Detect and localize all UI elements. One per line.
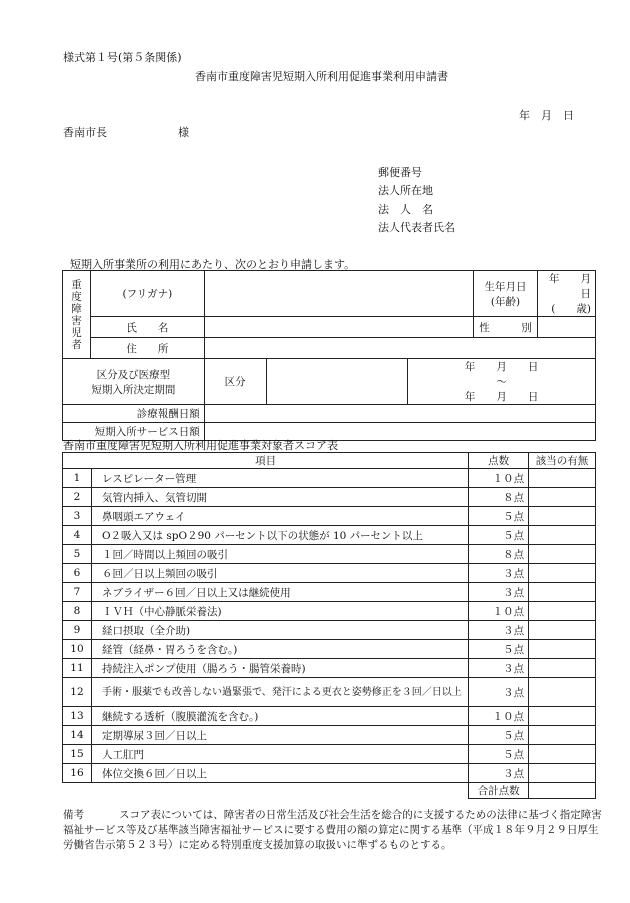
row-number: 9 [63,621,92,640]
remarks-body: スコア表については、障害者の日常生活及び社会生活を総合的に支援するための法律に基づく指定障害福祉サービス等及び基準該当障害福祉サービスに要する費用の額の算定に関する基準（平成１８年９月２９日厚生労働省告示第５２３号）に定める特別重度支援加算の取扱いに準ずるものとする。 [63,809,602,851]
row-points: ５点 [469,507,529,526]
row-applicable-field[interactable] [529,640,596,659]
row-applicable-field[interactable] [529,707,596,726]
row-number: 3 [63,507,92,526]
row-item: 気管内挿入、気管切開 [91,488,468,507]
row-number: 11 [63,659,92,678]
applicant-info-table [62,270,612,441]
total-field[interactable] [529,783,596,799]
addressee: 香南市長 [63,126,107,139]
row-item: 鼻咽頭エアウェイ [91,507,468,526]
score-row [63,564,596,583]
address-label: 住 所 [90,338,204,359]
row-item: ネブライザー６回／日以上又は継続使用 [91,583,468,602]
row-item: １回／時間以上頻回の吸引 [91,545,468,564]
row-number: 13 [63,707,92,726]
name-field[interactable] [204,317,473,338]
address-field[interactable] [204,338,595,359]
row-number: 8 [63,602,92,621]
corp-address-label: 法人所在地 [378,184,433,197]
row-applicable-field[interactable] [529,745,596,764]
row-number: 2 [63,488,92,507]
col-item-header: 項目 [63,453,469,469]
score-table [62,452,596,799]
category-label: 区分 [204,359,266,405]
row-applicable-field[interactable] [529,726,596,745]
row-applicable-field[interactable] [529,545,596,564]
row-number: 12 [63,678,92,707]
furigana-label: (フリガナ) [90,271,204,317]
row-applicable-field[interactable] [529,764,596,783]
row-item: 経口摂取（全介助) [91,621,468,640]
row-points: ３点 [469,678,529,707]
sex-label: 性 別 [474,317,538,338]
row-item: レスピレーター管理 [91,469,468,488]
row-item: 手術・服薬でも改善しない過緊張で、発汗による更衣と姿勢修正を３回／日以上 [91,678,468,707]
score-row [63,640,596,659]
score-row [63,678,596,707]
row-points: ３点 [469,659,529,678]
row-points: ５点 [469,640,529,659]
score-row [63,469,596,488]
score-row [63,745,596,764]
row-applicable-field[interactable] [529,659,596,678]
score-row [63,583,596,602]
row-applicable-field[interactable] [529,621,596,640]
score-row [63,621,596,640]
remarks [63,808,603,853]
score-row [63,707,596,726]
page-title: 香南市重度障害児短期入所利用促進事業利用申請書 [195,70,448,83]
total-row [63,783,596,799]
row-points: １０点 [469,602,529,621]
corp-rep-label: 法人代表者氏名 [378,221,455,234]
intro-text: 短期入所事業所の利用にあたり、次のとおり申請します。 [70,258,356,271]
row-number: 1 [63,469,92,488]
row-points: １０点 [469,707,529,726]
medical-fee-label: 診療報酬日額 [63,405,205,423]
row-item: 経管（経鼻・胃ろうを含む。) [91,640,468,659]
total-label: 合計点数 [469,783,529,799]
row-points: ８点 [469,488,529,507]
postal-code-label: 郵便番号 [378,166,422,179]
row-item: 継続する透析（腹膜灌流を含む。) [91,707,468,726]
row-number: 6 [63,564,92,583]
row-applicable-field[interactable] [529,488,596,507]
row-number: 15 [63,745,92,764]
score-row [63,526,596,545]
col-applicable-header: 該当の有無 [529,453,596,469]
birthdate-field[interactable]: 年 月 日 ( 歳) [538,271,596,317]
name-label: 氏 名 [90,317,204,338]
category-period-label: 区分及び医療型 短期入所決定期間 [63,359,205,405]
child-side-label: 重 度 障 害 児 者 [63,271,91,359]
row-points: ３点 [469,621,529,640]
medical-fee-field[interactable] [204,405,595,423]
row-number: 14 [63,726,92,745]
row-number: 16 [63,764,92,783]
row-item: 体位交換６回／日以上 [91,764,468,783]
row-applicable-field[interactable] [529,564,596,583]
row-points: ８点 [469,545,529,564]
birthdate-label: 生年月日 (年齢) [474,271,538,317]
score-row [63,659,596,678]
row-points: ３点 [469,564,529,583]
row-item: O２吸入又は spO２90 パーセント以下の状態が 10 パーセント以上 [91,526,468,545]
score-row [63,726,596,745]
service-fee-label: 短期入所サービス日額 [63,423,205,441]
remarks-label: 備考 [63,809,84,821]
score-row [63,764,596,783]
date-line: 年 月 日 [519,109,574,122]
row-number: 4 [63,526,92,545]
sex-field[interactable] [538,317,596,338]
score-row [63,602,596,621]
row-points: ３点 [469,764,529,783]
row-points: ５点 [469,526,529,545]
row-points: １０点 [469,469,529,488]
row-points: ５点 [469,745,529,764]
score-header-row [63,453,596,469]
row-points: ５点 [469,726,529,745]
score-row [63,488,596,507]
corp-name-label: 法 人 名 [378,203,433,216]
score-row [63,507,596,526]
row-number: 7 [63,583,92,602]
furigana-field[interactable] [204,271,473,317]
row-item: 定期導尿３回／日以上 [91,726,468,745]
category-field[interactable] [266,359,408,405]
row-applicable-field[interactable] [529,469,596,488]
period-field[interactable]: 年 月 日 ～ 年 月 日 [408,359,596,405]
row-item: 人工肛門 [91,745,468,764]
row-item: ６回／日以上頻回の吸引 [91,564,468,583]
row-number: 10 [63,640,92,659]
row-applicable-field[interactable] [529,602,596,621]
row-applicable-field[interactable] [529,583,596,602]
row-applicable-field[interactable] [529,678,596,707]
row-item: 持続注入ポンプ使用（腸ろう・腸管栄養時) [91,659,468,678]
row-applicable-field[interactable] [529,507,596,526]
score-table-title: 香南市重度障害児短期入所利用促進事業対象者スコア表 [63,439,338,452]
row-item: ＩＶＨ（中心静脈栄養法) [91,602,468,621]
score-row [63,545,596,564]
row-number: 5 [63,545,92,564]
row-points: ３点 [469,583,529,602]
addressee-honorific: 様 [178,126,189,139]
row-applicable-field[interactable] [529,526,596,545]
col-points-header: 点数 [469,453,529,469]
form-number: 様式第１号(第５条関係) [63,51,182,64]
